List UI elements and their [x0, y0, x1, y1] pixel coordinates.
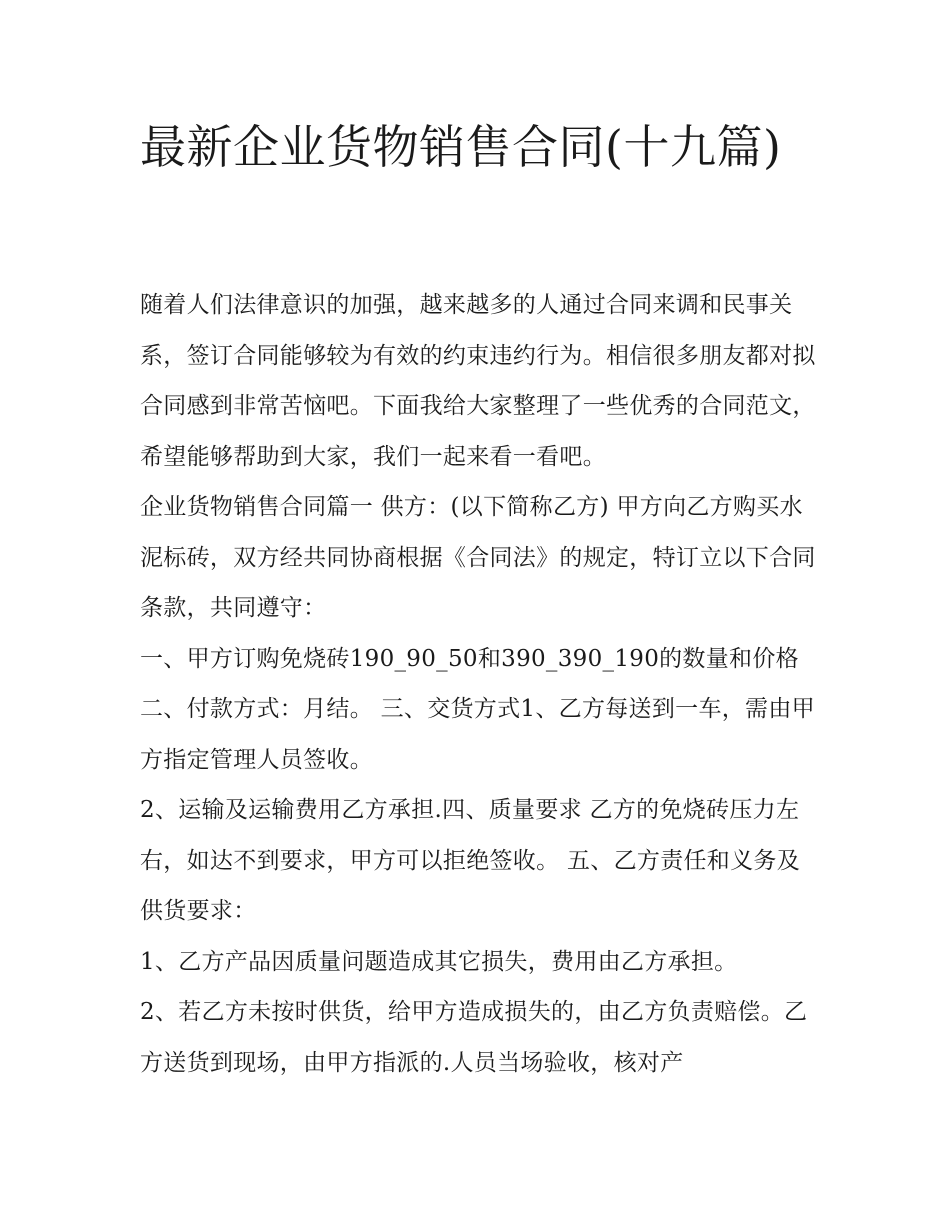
- document-body: [140, 280, 820, 1088]
- paragraph-clause-order: 一、甲方订购免烧砖190_90_50和390_390_190的数量和价格: [140, 645, 799, 672]
- paragraph-clause-late-supply: 2、若乙方未按时供货，给甲方造成损失的，由乙方负责赔偿。乙方送货到现场，由甲方指派的.人员当场验收，核对产: [140, 999, 808, 1076]
- paragraph-contract-opening: 企业货物销售合同篇一 供方：(以下简称乙方) 甲方向乙方购买水泥标砖，双方经共同协商根据《合同法》的规定，特订立以下合同条款，共同遵守：: [140, 494, 816, 621]
- paragraph-intro: 随着人们法律意识的加强，越来越多的人通过合同来调和民事关系，签订合同能够较为有效的约束违约行为。相信很多朋友都对拟合同感到非常苦恼吧。下面我给大家整理了一些优秀的合同范文，希望能够帮助到大家，我们一起来看一看吧。: [140, 292, 816, 470]
- document-title: 最新企业货物销售合同(十九篇): [140, 120, 782, 174]
- paragraph-clause-transport-quality: 2、运输及运输费用乙方承担.四、质量要求 乙方的免烧砖压力左右，如达不到要求，甲方可以拒绝签收。 五、乙方责任和义务及供货要求：: [140, 797, 801, 924]
- paragraph-clause-quality-loss: 1、乙方产品因质量问题造成其它损失，费用由乙方承担。: [140, 948, 738, 975]
- paragraph-clause-payment-delivery: 二、付款方式：月结。 三、交货方式1、乙方每送到一车，需由甲方指定管理人员签收。: [140, 696, 815, 773]
